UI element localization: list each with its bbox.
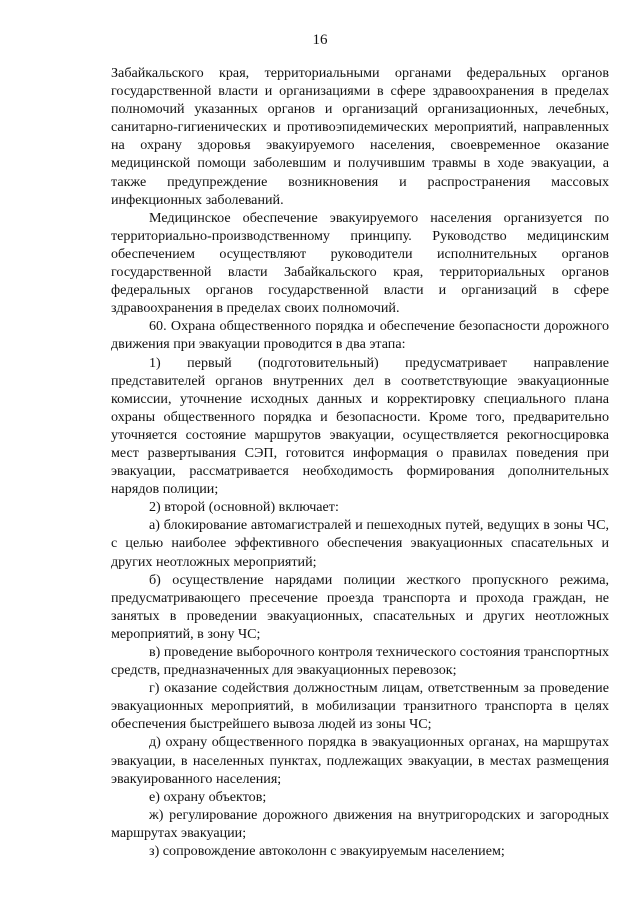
paragraph-subitem-zh: ж) регулирование дорожного движения на внутригородских и загородных маршрутах эвакуации; bbox=[111, 806, 609, 841]
page-number: 16 bbox=[312, 32, 328, 48]
paragraph-subitem-d: д) охрану общественного порядка в эвакуационных органах, на маршрутах эвакуации, в населенных пунктах, подлежащих эвакуации, в местах размещения эвакуированного населения; bbox=[111, 734, 609, 787]
document-body bbox=[111, 64, 609, 860]
paragraph-subitem-z: з) сопровождение автоколонн с эвакуируемым населением; bbox=[149, 843, 505, 860]
paragraph-subitem-e: е) охрану объектов; bbox=[149, 788, 267, 805]
paragraph-subitem-v: в) проведение выборочного контроля технического состояния транспортных средств, предназначенных для эвакуационных перевозок; bbox=[111, 644, 610, 679]
paragraph-subitem-g: г) оказание содействия должностным лицам, ответственным за проведение эвакуационных мероприятий, в мобилизации транзитного транспорта в целях обеспечения быстрейшего вывоза людей из зоны ЧС; bbox=[111, 680, 609, 733]
paragraph-item-60: 60. Охрана общественного порядка и обеспечение безопасности дорожного движения при эвакуации проводится в два этапа: bbox=[111, 318, 609, 353]
paragraph-medical-support: Медицинское обеспечение эвакуируемого населения организуется по территориально-производственному принципу. Руководство медицинским обеспечением осуществляют руководители исполнительных органов государственной власти Забайкальского края, территориальных органов федеральных органов государственной власти и организаций в сфере здравоохранения в пределах своих полномочий. bbox=[111, 209, 609, 317]
paragraph-subitem-b: б) осуществление нарядами полиции жесткого пропускного режима, предусматривающего пресечение проезда транспорта и прохода граждан, не занятых в проведении эвакуационных, спасательных и других неотложных мероприятий, в зону ЧС; bbox=[111, 571, 609, 642]
paragraph-stage-2: 2) второй (основной) включает: bbox=[149, 499, 339, 516]
paragraph-subitem-a: а) блокирование автомагистралей и пешеходных путей, ведущих в зоны ЧС, с целью наиболее эффективного обеспечения эвакуационных спасательных и других неотложных мероприятий; bbox=[111, 517, 609, 570]
paragraph-medical-continuation: Забайкальского края, территориальными органами федеральных органов государственной власти и организациями в сфере здравоохранения в пределах полномочий указанных органов и организаций организационных, лечебных, санитарно-гигиенических и противоэпидемических мероприятий, направленных на охрану здоровья эвакуируемого населения, своевременное оказание медицинской помощи заболевшим и получившим травмы в ходе эвакуации, а также предупреждение возникновения и распространения массовых инфекционных заболеваний. bbox=[111, 65, 609, 208]
paragraph-stage-1: 1) первый (подготовительный) предусматривает направление представителей органов внутренних дел в соответствующие эвакуационные комиссии, уточнение исходных данных и корректировку специального плана охраны общественного порядка и безопасности. Кроме того, предварительно уточняется состояние маршрутов эвакуации, осуществляется рекогносцировка мест развертывания СЭП, готовится информация о правилах поведения при эвакуации, рассматривается необходимость формирования дополнительных нарядов полиции; bbox=[111, 354, 609, 498]
